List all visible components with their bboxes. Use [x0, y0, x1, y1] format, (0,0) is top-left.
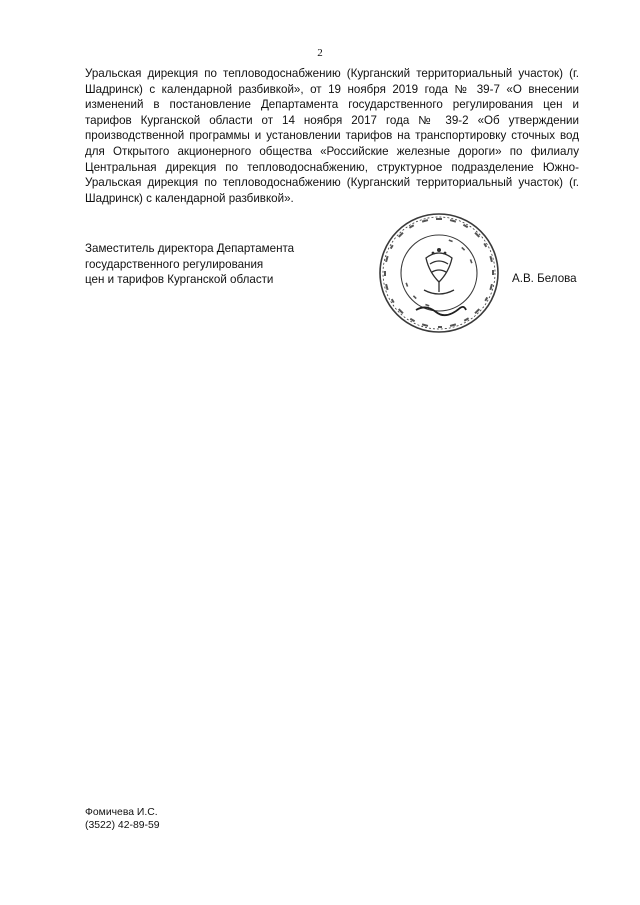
seal-graphic [376, 210, 502, 336]
signature-position [85, 241, 345, 288]
seal-emblem [424, 253, 454, 294]
seal-inner-ring [401, 235, 477, 311]
position-line-2: государственного регулирования [85, 257, 264, 271]
position-line-3: цен и тарифов Курганской области [85, 273, 274, 287]
signatory-name: А.В. Белова [512, 272, 577, 285]
contact-person: Фомичева И.С. [85, 807, 158, 818]
position-line-1: Заместитель директора Департамента [85, 242, 295, 255]
body-paragraph: Уральская дирекция по тепловодоснабжению (Курганский территориальный участок) (г. Шадринск) с календарной разбивкой», от 19 ноября 2019 года № 39-7 «О внесении изменений в постановление Департамента государственного регулирования цен и тарифов Курганской области от 14 ноября 2017 года № 39-2 «Об утверждении производственной программы и установлении тарифов на транспортировку сточных вод для Открытого акционерного общества «Российские железные дороги» по филиалу Центральная дирекция по тепловодоснабжению, структурное подразделение Южно-Уральская дирекция по тепловодоснабжению (Курганский территориальный участок) (г. Шадринск) с календарной разбивкой». [85, 67, 579, 205]
contact-block [85, 806, 160, 833]
page-number: 2 [317, 47, 323, 59]
contact-phone: (3522) 42-89-59 [85, 820, 160, 832]
seal-dotted-ring [383, 217, 495, 329]
official-round-seal-icon [376, 210, 502, 336]
